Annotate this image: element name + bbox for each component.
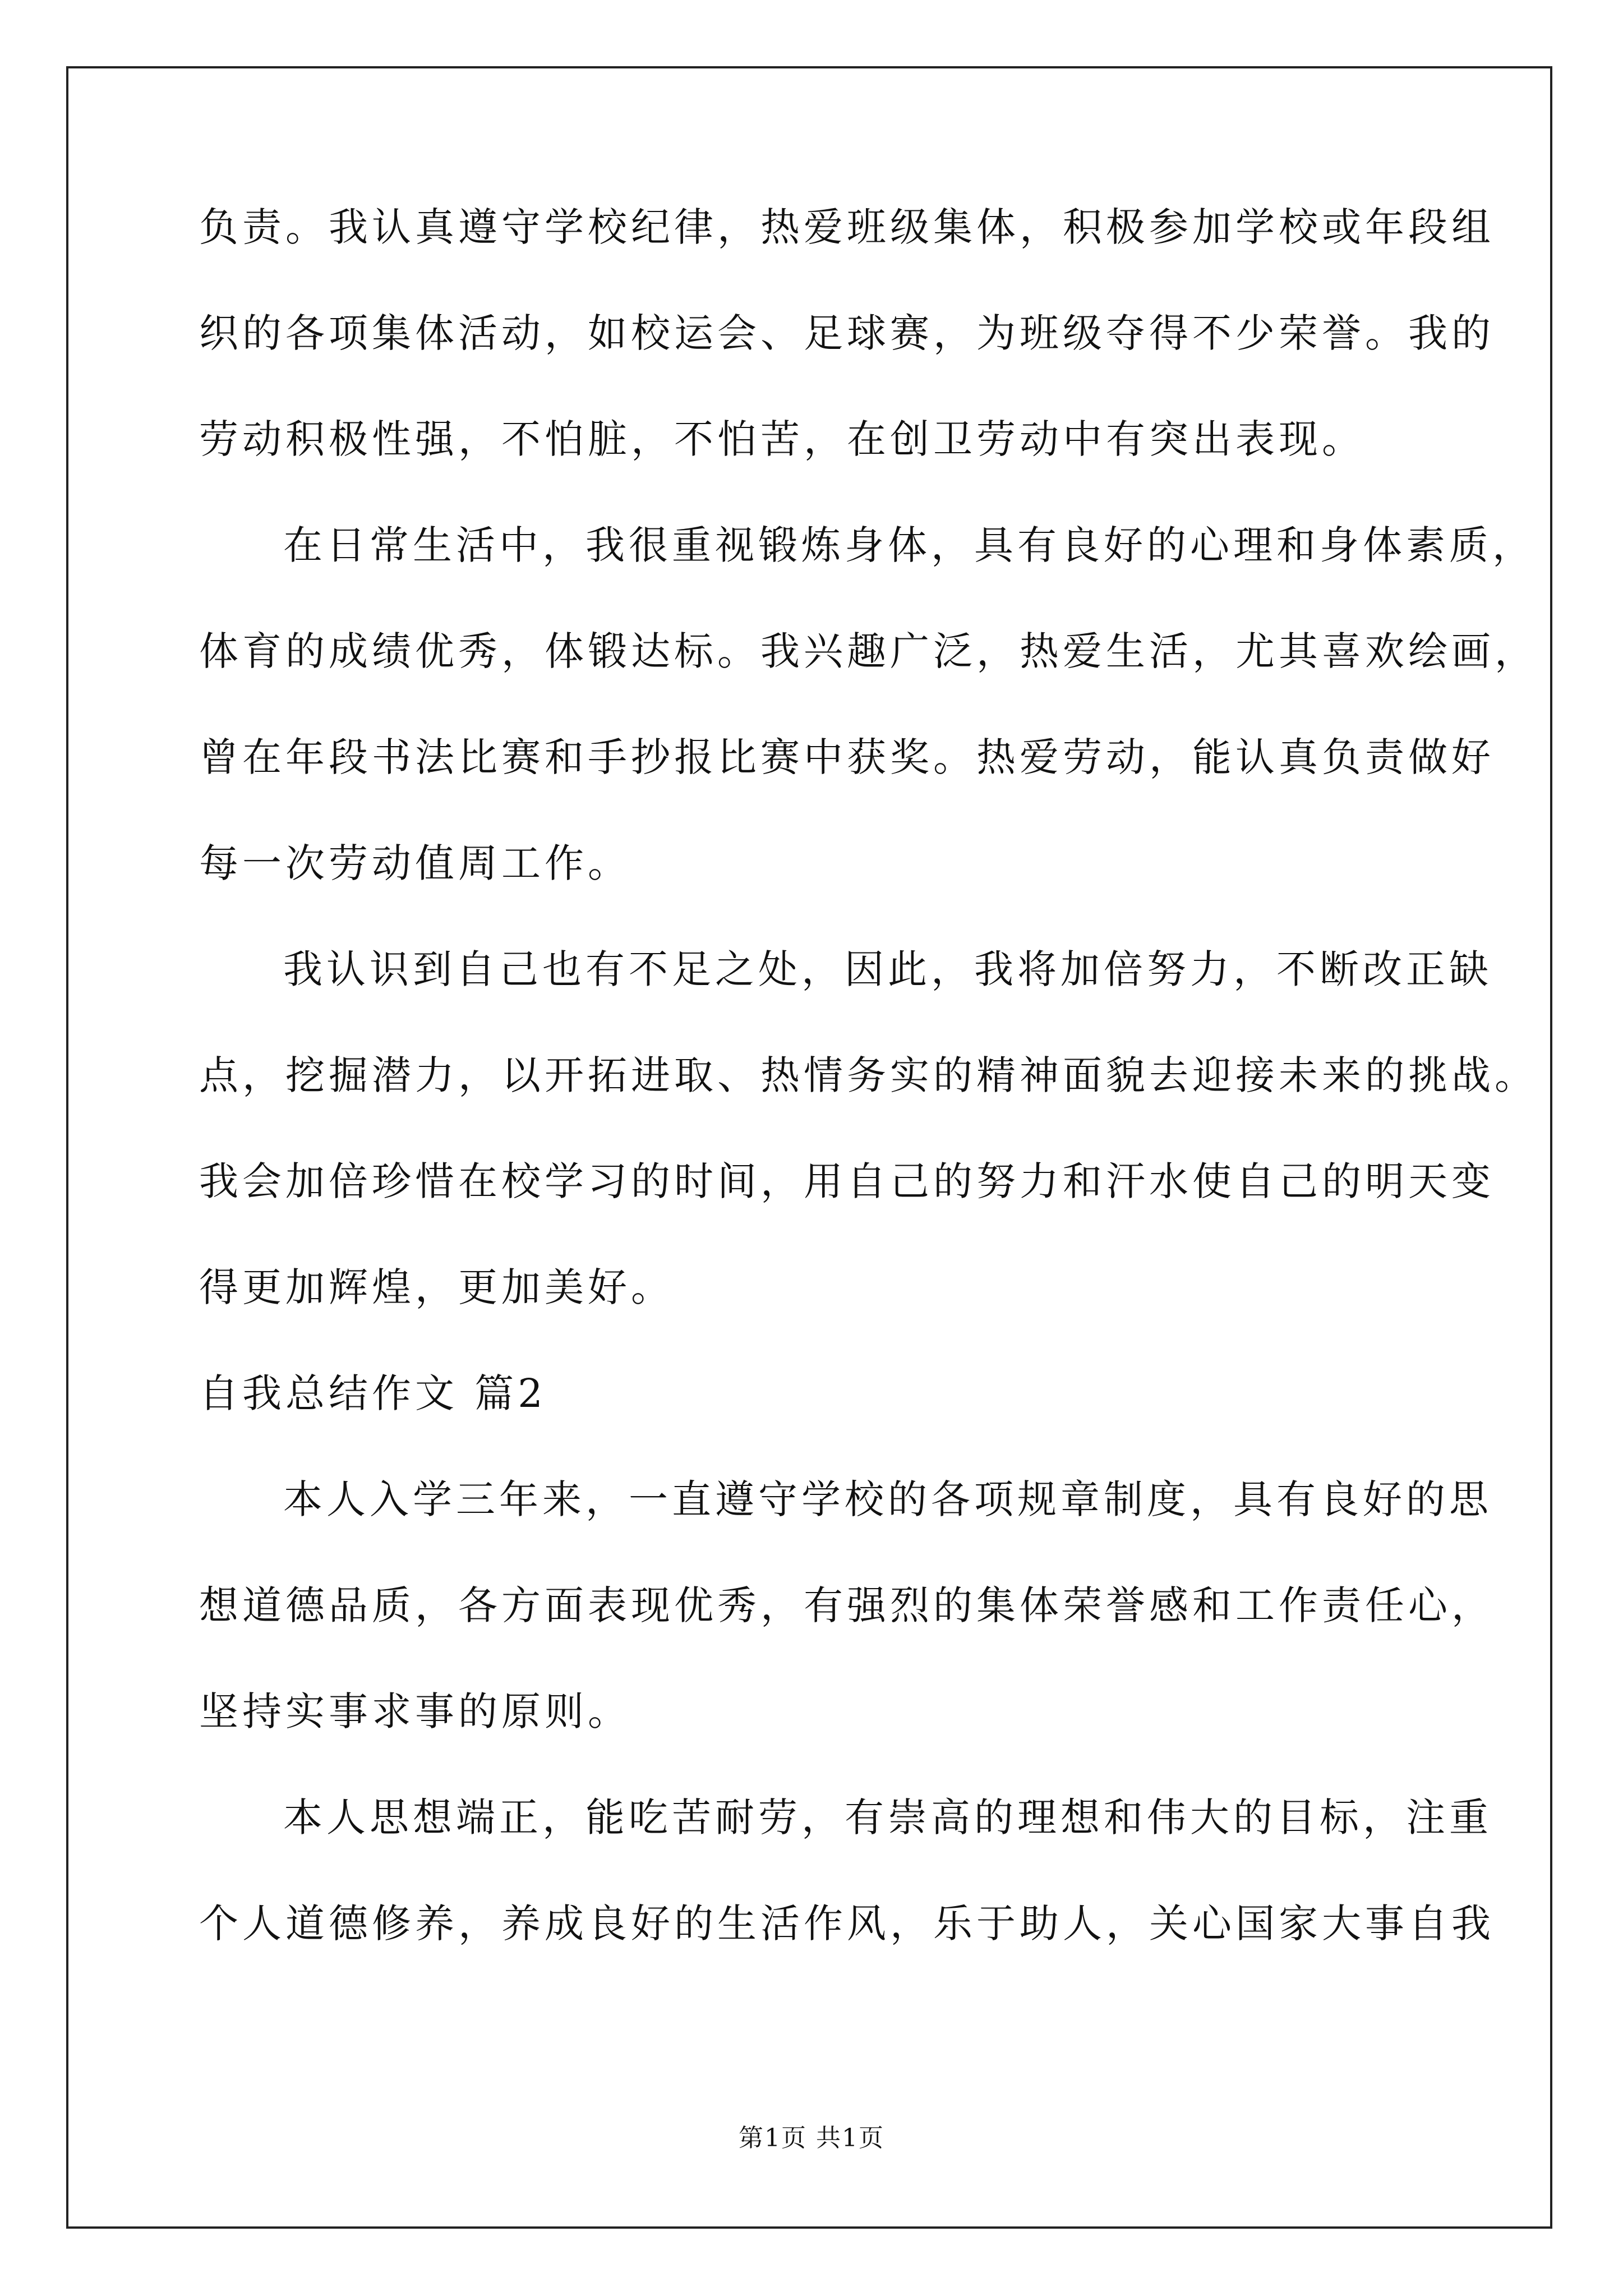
text-line: 每一次劳动值周工作。: [199, 840, 631, 886]
paragraph-first-line: 本人思想端正，能吃苦耐劳，有崇高的理想和伟大的目标，注重: [283, 1795, 1492, 1841]
paragraph-first-line: 我认识到自己也有不足之处，因此，我将加倍努力，不断改正缺: [283, 946, 1492, 992]
paragraph-first-line: 本人入学三年来，一直遵守学校的各项规章制度，具有良好的思: [283, 1476, 1492, 1522]
text-line: 得更加辉煌，更加美好。: [199, 1264, 674, 1310]
text-line: 个人道德修养，养成良好的生活作风，乐于助人，关心国家大事自我: [199, 1901, 1495, 1947]
text-line: 负责。我认真遵守学校纪律，热爱班级集体，积极参加学校或年段组: [199, 204, 1495, 250]
text-line: 劳动积极性强，不怕脏，不怕苦，在创卫劳动中有突出表现。: [199, 416, 1365, 462]
text-line: 体育的成绩优秀，体锻达标。我兴趣广泛，热爱生活，尤其喜欢绘画，: [199, 628, 1538, 674]
paragraph-first-line: 在日常生活中，我很重视锻炼身体，具有良好的心理和身体素质，: [283, 522, 1536, 568]
text-line: 曾在年段书法比赛和手抄报比赛中获奖。热爱劳动，能认真负责做好: [199, 734, 1495, 780]
section-heading: 自我总结作文 篇2: [199, 1370, 547, 1416]
text-line: 点，挖掘潜力，以开拓进取、热情务实的精神面貌去迎接未来的挑战。: [199, 1052, 1538, 1098]
text-line: 坚持实事求事的原则。: [199, 1688, 631, 1734]
text-line: 我会加倍珍惜在校学习的时间，用自己的努力和汗水使自己的明天变: [199, 1158, 1495, 1204]
text-line: 织的各项集体活动，如校运会、足球赛，为班级夺得不少荣誉。我的: [199, 310, 1495, 356]
page-footer: 第1页 共1页: [739, 2124, 884, 2152]
text-line: 想道德品质，各方面表现优秀，有强烈的集体荣誉感和工作责任心，: [199, 1582, 1495, 1628]
